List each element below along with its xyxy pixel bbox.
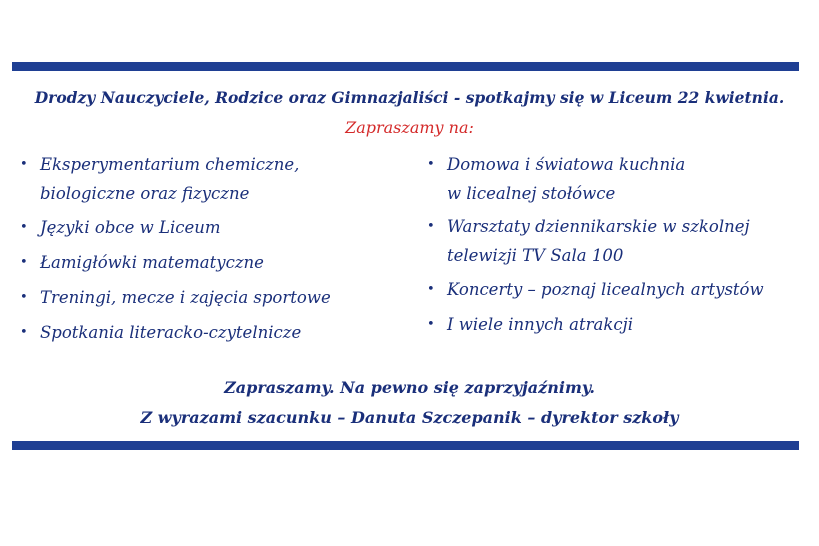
left-activities-list [18, 150, 398, 352]
list-item [18, 212, 398, 243]
bullet-icon: • [20, 325, 28, 340]
bullet-icon: • [427, 219, 435, 234]
bullet-icon: • [20, 220, 28, 235]
list-item-text: Koncerty – poznaj licealnych artystów [447, 280, 764, 299]
list-item [18, 282, 398, 313]
bullet-icon: • [20, 290, 28, 305]
bullet-icon: • [427, 317, 435, 332]
list-item-text: Języki obce w Liceum [40, 218, 221, 237]
list-item-text: Warsztaty dziennikarskie w szkolnej [447, 217, 750, 236]
bottom-divider-bar [12, 441, 799, 450]
list-item-text: Treningi, mecze i zajęcia sportowe [40, 288, 331, 307]
list-item [425, 212, 810, 270]
invite-heading: Zapraszamy na: [345, 118, 474, 137]
list-item-text: Spotkania literacko-czytelnicze [40, 323, 302, 342]
list-item-text: Domowa i światowa kuchnia [447, 155, 686, 174]
list-item-text: I wiele innych atrakcji [447, 315, 634, 334]
list-item [18, 317, 398, 348]
list-item [18, 247, 398, 278]
top-divider-bar [12, 62, 799, 71]
list-item-text: Eksperymentarium chemiczne, [40, 155, 300, 174]
bullet-icon: • [20, 255, 28, 270]
bullet-icon: • [20, 157, 28, 172]
list-item [425, 150, 810, 208]
list-item-text: Łamigłówki matematyczne [40, 253, 264, 272]
right-activities-list [425, 150, 810, 344]
list-item-text-continued: biologiczne oraz fizyczne [40, 184, 250, 203]
list-item [425, 309, 810, 340]
list-item [425, 274, 810, 305]
signature-line: Z wyrazami szacunku – Danuta Szczepanik – dyrektor szkoły [140, 408, 679, 427]
list-item-text-continued: telewizji TV Sala 100 [447, 246, 624, 265]
list-item [18, 150, 398, 208]
bullet-icon: • [427, 282, 435, 297]
bullet-icon: • [427, 157, 435, 172]
closing-invitation: Zapraszamy. Na pewno się zaprzyjaźnimy. [224, 378, 595, 397]
list-item-text-continued: w licealnej stołówce [447, 184, 616, 203]
greeting-line: Drodzy Nauczyciele, Rodzice oraz Gimnazjaliści - spotkajmy się w Liceum 22 kwietnia. [34, 88, 785, 107]
